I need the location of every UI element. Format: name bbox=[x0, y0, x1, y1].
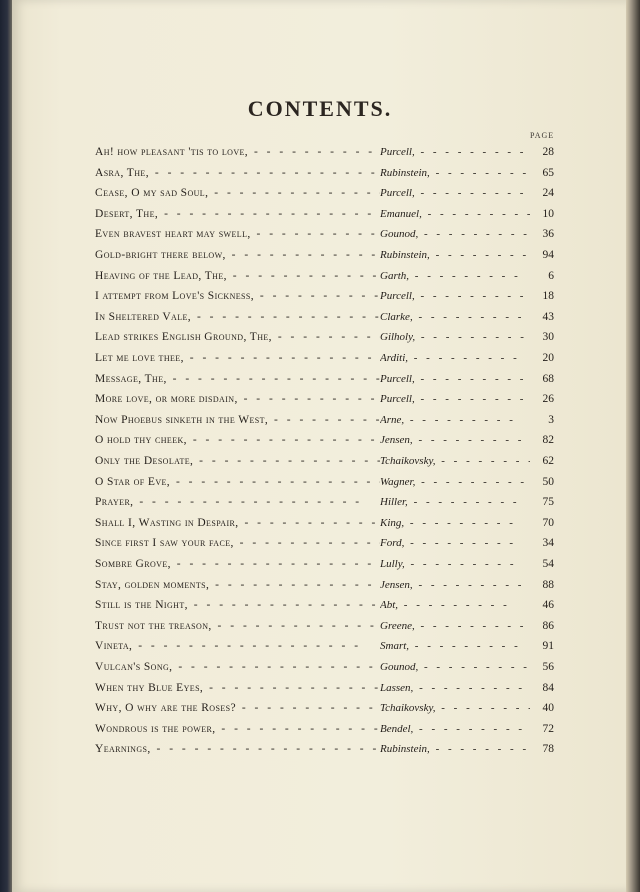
song-title: Yearnings, - - bbox=[95, 743, 380, 755]
contents-entry bbox=[0, 411, 640, 431]
contents-entry bbox=[0, 740, 640, 760]
composer: Gilholy, - - bbox=[380, 331, 530, 343]
page-number: 50 bbox=[542, 475, 554, 488]
song-title: Gold-bright there below, - - bbox=[95, 249, 380, 261]
contents-entry bbox=[0, 390, 640, 410]
contents-entry bbox=[0, 225, 640, 245]
contents-entry bbox=[0, 679, 640, 699]
page-column-label: PAGE bbox=[530, 131, 555, 140]
contents-entry bbox=[0, 246, 640, 266]
page-number: 75 bbox=[542, 496, 554, 509]
contents-entry bbox=[0, 370, 640, 390]
composer: Lully, - - bbox=[380, 558, 530, 570]
contents-entry bbox=[0, 164, 640, 184]
page-number: 34 bbox=[542, 537, 554, 550]
page-number: 78 bbox=[542, 743, 554, 756]
composer: Jensen, - - bbox=[380, 579, 530, 591]
page-number: 46 bbox=[542, 599, 554, 612]
composer: Ford, - - bbox=[380, 537, 530, 549]
song-title: Wondrous is the power, - - bbox=[95, 723, 380, 735]
composer: Jensen, - - bbox=[380, 434, 530, 446]
page-number: 86 bbox=[542, 619, 554, 632]
page-number: 28 bbox=[542, 146, 554, 158]
composer: Tchaikovsky, - - bbox=[380, 455, 530, 467]
contents-entry bbox=[0, 452, 640, 472]
song-title: Only the Desolate, - - bbox=[95, 455, 380, 467]
composer: Purcell, - - bbox=[380, 290, 530, 302]
song-title: Message, The, - - bbox=[95, 373, 380, 385]
song-title: Prayer, - - bbox=[95, 496, 380, 508]
composer: Abt, - - bbox=[380, 599, 530, 611]
contents-entry bbox=[0, 308, 640, 328]
contents-entry bbox=[0, 637, 640, 657]
page-number: 10 bbox=[542, 207, 554, 220]
contents-heading: CONTENTS. bbox=[247, 96, 393, 121]
page-number: 70 bbox=[542, 516, 554, 529]
composer: Arne, - - bbox=[380, 414, 530, 426]
contents-entry bbox=[0, 658, 640, 678]
contents-entry bbox=[0, 576, 640, 596]
composer: Tchaikovsky, - - bbox=[380, 702, 530, 714]
contents-entry bbox=[0, 143, 640, 163]
song-title: Vineta, - - bbox=[95, 640, 380, 652]
page-number: 54 bbox=[542, 558, 554, 570]
page-number: 88 bbox=[542, 578, 554, 591]
contents-entry bbox=[0, 514, 640, 534]
composer: Gounod, - - bbox=[380, 228, 530, 240]
song-title: Still is the Night, - - bbox=[95, 599, 380, 611]
composer: Smart, - - bbox=[380, 640, 530, 652]
contents-entry bbox=[0, 699, 640, 719]
contents-entry bbox=[0, 720, 640, 740]
contents-entry bbox=[0, 555, 640, 575]
composer: Rubinstein, - - bbox=[380, 249, 530, 261]
composer: Purcell, - - bbox=[380, 393, 530, 405]
page-number: 40 bbox=[542, 702, 554, 715]
page-number: 62 bbox=[542, 455, 554, 467]
song-title: Ah! how pleasant 'tis to love, - - bbox=[95, 146, 380, 158]
song-title: Cease, O my sad Soul, - - bbox=[95, 187, 380, 199]
song-title: Shall I, Wasting in Despair, - - bbox=[95, 517, 380, 529]
composer: Emanuel, - - bbox=[380, 208, 530, 220]
page-number: 72 bbox=[542, 722, 554, 735]
composer: Wagner, - - bbox=[380, 476, 530, 488]
composer: Greene, - - bbox=[380, 620, 530, 632]
contents-entry bbox=[0, 349, 640, 369]
composer: Garth, - - bbox=[380, 270, 530, 282]
composer: Clarke, - - bbox=[380, 311, 530, 323]
song-title: Desert, The, - - bbox=[95, 208, 380, 220]
contents-entry bbox=[0, 328, 640, 348]
page-number: 82 bbox=[542, 434, 554, 447]
song-title: Let me love thee, - - bbox=[95, 352, 380, 364]
page-number: 84 bbox=[542, 681, 554, 694]
contents-entry bbox=[0, 596, 640, 616]
song-title: I attempt from Love's Sickness, - - bbox=[95, 290, 380, 302]
song-title: O hold thy cheek, - - bbox=[95, 434, 380, 446]
song-title: Heaving of the Lead, The, - - bbox=[95, 270, 380, 282]
page-number: 36 bbox=[542, 228, 554, 241]
page-number: 30 bbox=[542, 331, 554, 344]
page-number: 91 bbox=[542, 640, 554, 653]
song-title: Trust not the treason, - - bbox=[95, 620, 380, 632]
contents-entry bbox=[0, 184, 640, 204]
contents-entry bbox=[0, 287, 640, 307]
song-title: More love, or more disdain, - - bbox=[95, 393, 380, 405]
contents-entry bbox=[0, 617, 640, 637]
song-title: Lead strikes English Ground, The, - - bbox=[95, 331, 380, 343]
page-number: 20 bbox=[542, 352, 554, 364]
page-number: 94 bbox=[542, 249, 554, 261]
song-title: Asra, The, - - bbox=[95, 167, 380, 179]
composer: Purcell, - - bbox=[380, 146, 530, 158]
contents-entry bbox=[0, 473, 640, 493]
contents-entry bbox=[0, 534, 640, 554]
composer: Purcell, - - bbox=[380, 187, 530, 199]
page-number: 43 bbox=[542, 310, 554, 323]
page-number: 6 bbox=[548, 269, 554, 282]
song-title: Now Phoebus sinketh in the West, - - bbox=[95, 414, 380, 426]
contents-entry bbox=[0, 267, 640, 287]
song-title: Sombre Grove, - - bbox=[95, 558, 380, 570]
page-number: 26 bbox=[542, 393, 554, 406]
composer: Hiller, - - bbox=[380, 496, 530, 508]
song-title: When thy Blue Eyes, - - bbox=[95, 682, 380, 694]
song-title: In Sheltered Vale, - - bbox=[95, 311, 380, 323]
song-title: O Star of Eve, - - bbox=[95, 476, 380, 488]
song-title: Vulcan's Song, - - bbox=[95, 661, 380, 673]
composer: Rubinstein, - - bbox=[380, 743, 530, 755]
page-number: 18 bbox=[542, 290, 554, 303]
page-number: 65 bbox=[542, 166, 554, 179]
composer: Purcell, - - bbox=[380, 373, 530, 385]
page-number: 3 bbox=[548, 413, 554, 426]
composer: Lassen, - - bbox=[380, 682, 530, 694]
page-number: 68 bbox=[542, 372, 554, 385]
page-number: 24 bbox=[542, 187, 554, 200]
page-number: 56 bbox=[542, 661, 554, 673]
song-title: Even bravest heart may swell, - - bbox=[95, 228, 380, 240]
contents-entry bbox=[0, 493, 640, 513]
song-title: Why, O why are the Roses? - - bbox=[95, 702, 380, 714]
composer: Arditi, - - bbox=[380, 352, 530, 364]
composer: King, - - bbox=[380, 517, 530, 529]
song-title: Since first I saw your face, - - bbox=[95, 537, 380, 549]
composer: Bendel, - - bbox=[380, 723, 530, 735]
contents-entry bbox=[0, 205, 640, 225]
contents-entry bbox=[0, 431, 640, 451]
composer: Gounod, - - bbox=[380, 661, 530, 673]
song-title: Stay, golden moments, - - bbox=[95, 579, 380, 591]
composer: Rubinstein, - - bbox=[380, 167, 530, 179]
